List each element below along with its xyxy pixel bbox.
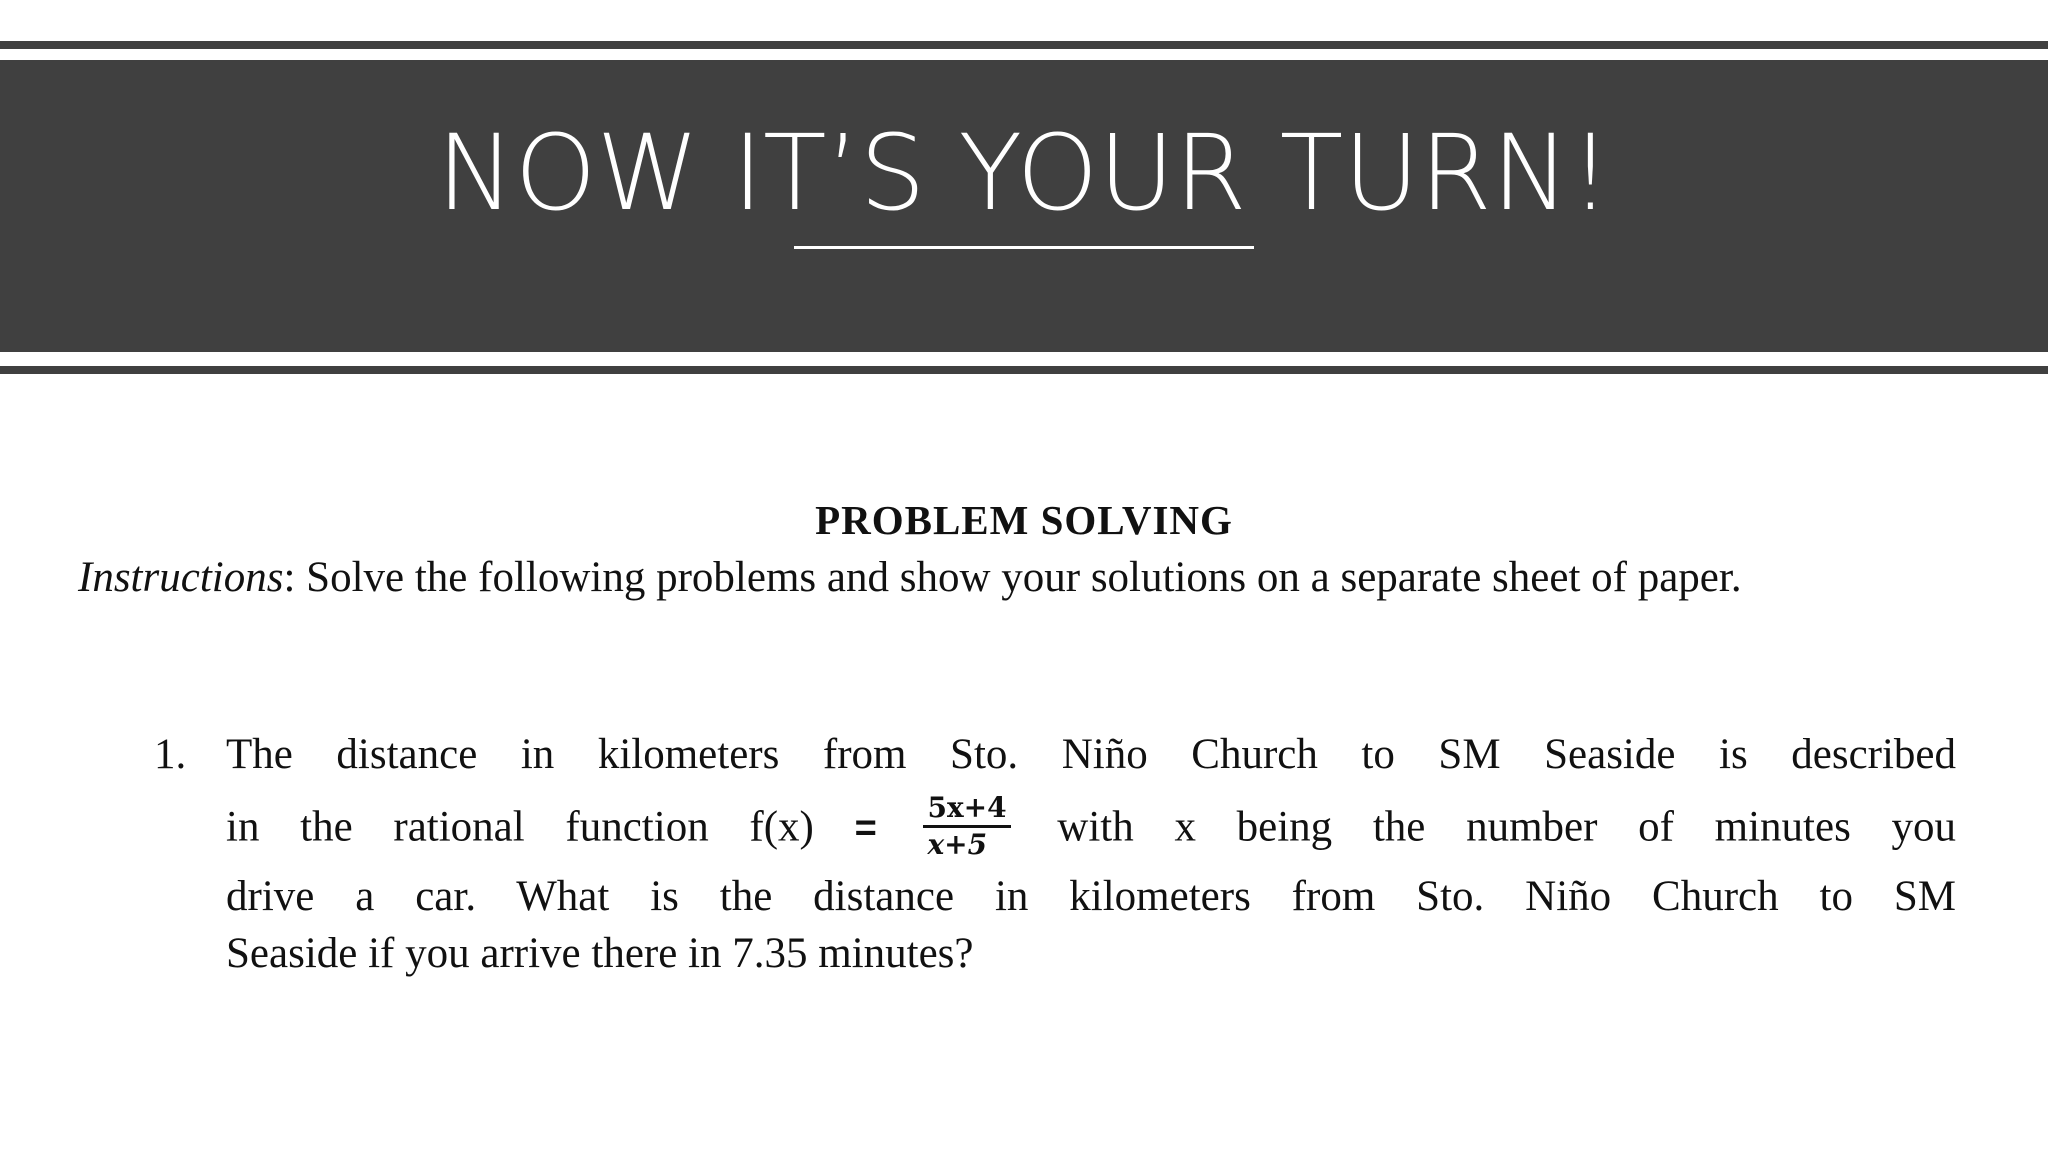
instructions-lead: Instructions — [78, 554, 284, 601]
instructions — [78, 548, 1898, 608]
slide-title: NOW IT’S YOUR TURN! — [436, 112, 1612, 234]
section-heading: PROBLEM SOLVING — [815, 497, 1233, 543]
fraction-numerator: 5x+4 — [923, 791, 1010, 828]
rational-fraction — [923, 791, 1010, 862]
problem-line-4: Seaside if you arrive there in 7.35 minutes? — [226, 930, 974, 977]
fraction-denominator: x+5 — [927, 828, 988, 861]
equals-sign: = — [854, 807, 877, 850]
problem-line-1: The distance in kilometers from Sto. Niño Church to SM Seaside is described — [226, 731, 1956, 778]
problem-line-2-after: with x being the number of minutes you — [1057, 803, 1957, 851]
problem-line-2-before: in the rational function f(x) — [226, 803, 814, 851]
instructions-text: : Solve the following problems and show your solutions on a separate sheet of paper. — [283, 554, 1742, 601]
problem-line-3: drive a car. What is the distance in kilometers from Sto. Niño Church to SM — [226, 873, 1956, 920]
problem-line-2 — [226, 791, 1957, 866]
problem-number: 1. — [154, 731, 187, 778]
